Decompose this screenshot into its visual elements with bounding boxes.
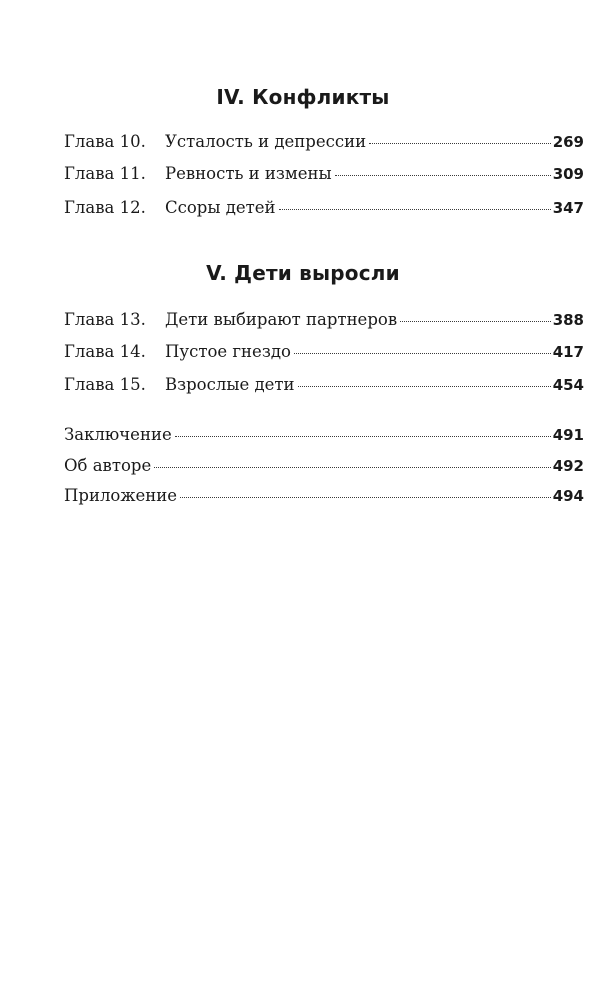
chapter-number: Глава 10. [64, 132, 146, 151]
section-title: Приложение [64, 486, 178, 505]
page-number: 269 [552, 133, 584, 151]
chapter-number: Глава 15. [64, 375, 146, 394]
chapter-number: Глава 14. [64, 342, 146, 361]
chapter-title: Дети выбирают партнеров [165, 310, 398, 329]
toc-entry-conclusion[interactable] [64, 422, 584, 448]
toc-entry-chapter-10[interactable] [64, 129, 584, 155]
dot-leader [400, 321, 551, 322]
chapter-title: Ссоры детей [165, 198, 276, 217]
toc-entry-chapter-11[interactable] [64, 161, 584, 187]
toc-entry-chapter-14[interactable] [64, 339, 584, 365]
page-number: 491 [552, 426, 584, 444]
part-4-title: IV. Конфликты [216, 85, 390, 109]
page-number: 417 [552, 343, 584, 361]
toc-entry-chapter-12[interactable] [64, 195, 584, 221]
dot-leader [335, 175, 551, 176]
dot-leader [294, 353, 551, 354]
chapter-title: Взрослые дети [165, 375, 295, 394]
part-5-title: V. Дети выросли [206, 261, 400, 285]
chapter-title: Пустое гнездо [165, 342, 291, 361]
section-title: Заключение [64, 425, 172, 444]
toc-entry-appendix[interactable] [64, 483, 584, 509]
page-number: 454 [552, 376, 584, 394]
chapter-title: Ревность и измены [165, 164, 332, 183]
chapter-number: Глава 13. [64, 310, 146, 329]
dot-leader [279, 209, 551, 210]
dot-leader [154, 467, 550, 468]
page-number: 494 [552, 487, 584, 505]
page-number: 309 [552, 165, 584, 183]
chapter-number: Глава 11. [64, 164, 146, 183]
toc-entry-chapter-13[interactable] [64, 307, 584, 333]
dot-leader [175, 436, 551, 437]
toc-entry-chapter-15[interactable] [64, 372, 584, 398]
section-title: Об авторе [64, 456, 152, 475]
dot-leader [298, 386, 551, 387]
dot-leader [369, 143, 551, 144]
page-number: 492 [552, 457, 584, 475]
page-number: 347 [552, 199, 584, 217]
chapter-number: Глава 12. [64, 198, 146, 217]
page-number: 388 [552, 311, 584, 329]
toc-entry-about-author[interactable] [64, 453, 584, 479]
dot-leader [180, 497, 551, 498]
chapter-title: Усталость и депрессии [165, 132, 367, 151]
